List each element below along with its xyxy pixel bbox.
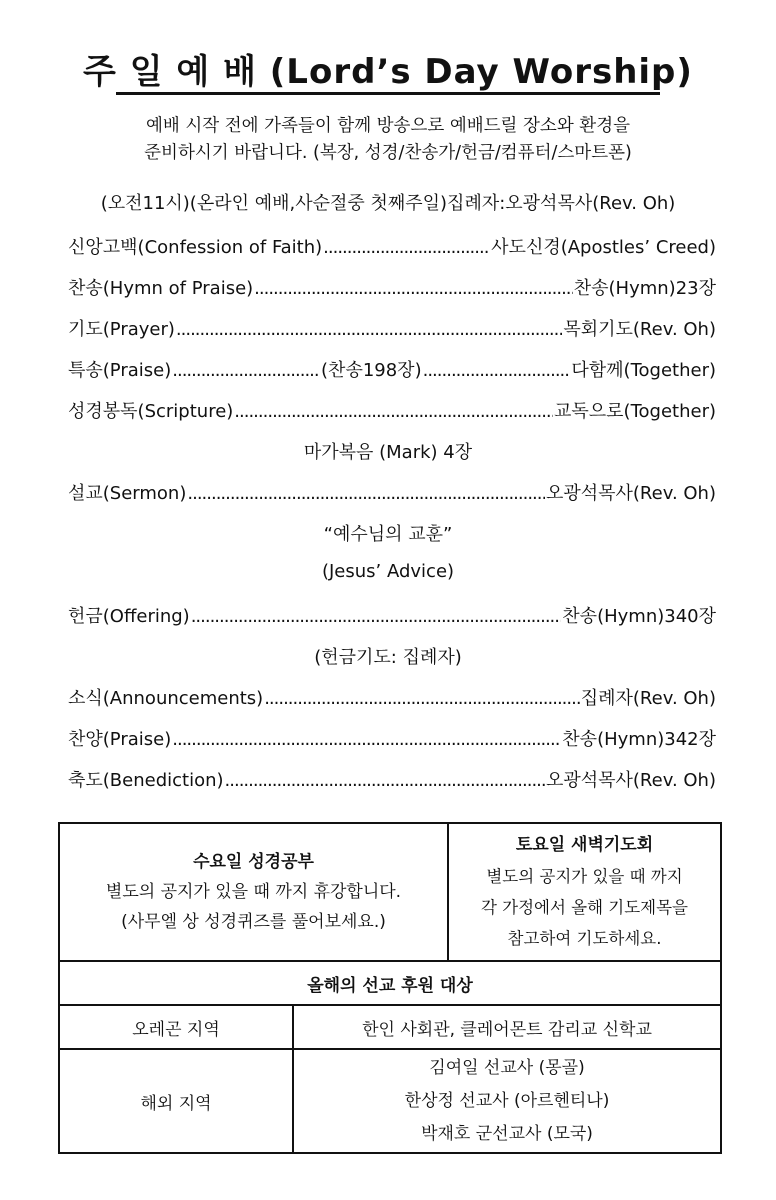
leader-dots: [191, 606, 562, 627]
wednesday-line-2: (사무엘 상 성경퀴즈를 풀어보세요.): [121, 912, 386, 932]
order-row-announcements: [68, 684, 716, 714]
title-underline: [116, 92, 660, 95]
leader-dots: [264, 688, 580, 709]
leader-dots: [234, 401, 553, 422]
wednesday-title: 수요일 성경공부: [193, 852, 314, 872]
saturday-line-3: 참고하여 기도하세요.: [507, 929, 662, 948]
leader-dots: [172, 729, 561, 750]
order-row-sermon: [68, 479, 716, 509]
order-row-benediction: [68, 766, 716, 796]
leader-dots: [225, 770, 545, 791]
order-row-offering: [68, 602, 716, 632]
order-row-prayer: [68, 315, 716, 345]
oregon-region-value: 한인 사회관, 클레어몬트 감리교 신학교: [293, 1005, 721, 1049]
order-item: 특송(Praise): [68, 360, 172, 381]
order-item: 기도(Prayer): [68, 319, 175, 340]
order-detail: 사도신경(Apostles’ Creed): [491, 237, 716, 258]
order-detail: 찬송(Hymn)340장: [562, 606, 716, 627]
missions-title: 올해의 선교 후원 대상: [59, 961, 721, 1005]
announcements-table: [58, 822, 722, 1154]
leader-dots: [187, 483, 545, 504]
order-detail: 오광석목사(Rev. Oh): [545, 770, 716, 791]
saturday-line-1: 별도의 공지가 있을 때 까지: [486, 867, 683, 886]
order-item: 신앙고백(Confession of Faith): [68, 237, 323, 258]
oregon-region-label: 오레곤 지역: [59, 1005, 293, 1049]
offering-prayer-note: (헌금기도: 집례자): [314, 647, 462, 668]
order-row-scripture: [68, 397, 716, 427]
order-row-hymn: [68, 274, 716, 304]
sermon-title: “예수님의 교훈”: [323, 524, 453, 545]
saturday-line-2: 각 가정에서 올해 기도제목을: [480, 898, 688, 917]
scripture-reference: 마가복음 (Mark) 4장: [303, 442, 473, 463]
missionary-item: 김여일 선교사 (몽골): [429, 1057, 585, 1078]
intro-line-2: 준비하시기 바랍니다. (복장, 성경/찬송가/헌금/컴퓨터/스마트폰): [144, 143, 632, 163]
order-row-confession: [68, 233, 716, 263]
saturday-prayer-box: [448, 823, 721, 961]
leader-dots: [323, 237, 490, 258]
overseas-region-label: 해외 지역: [59, 1049, 293, 1153]
missionary-item: 박재호 군선교사 (모국): [421, 1123, 593, 1144]
order-detail: 찬송(Hymn)23장: [573, 278, 716, 299]
saturday-title: 토요일 새벽기도회: [515, 835, 654, 855]
missionary-item: 한상정 선교사 (아르헨티나): [404, 1090, 610, 1111]
leader-dots: [172, 360, 320, 381]
sermon-title-english: (Jesus’ Advice): [321, 561, 455, 582]
order-item: 설교(Sermon): [68, 483, 187, 504]
leader-dots: [176, 319, 562, 340]
order-item: 소식(Announcements): [68, 688, 264, 709]
overseas-missionaries: [293, 1049, 721, 1153]
leader-dots: [254, 278, 573, 299]
order-row-praise: [68, 725, 716, 755]
service-header: (오전11시)(온라인 예배,사순절중 첫째주일)집례자:오광석목사(Rev. Oh): [100, 193, 676, 214]
order-item: 찬양(Praise): [68, 729, 172, 750]
order-detail: 오광석목사(Rev. Oh): [545, 483, 716, 504]
order-detail: 교독으로(Together): [554, 401, 716, 422]
order-detail: 다함께(Together): [571, 360, 716, 381]
wednesday-line-1: 별도의 공지가 있을 때 까지 휴강합니다.: [105, 882, 402, 902]
order-item: 찬송(Hymn of Praise): [68, 278, 254, 299]
leader-dots: [423, 360, 571, 381]
order-detail: 찬송(Hymn)342장: [562, 729, 716, 750]
intro-line-1: 예배 시작 전에 가족들이 함께 방송으로 예배드릴 장소와 환경을: [145, 116, 631, 136]
order-item: 축도(Benediction): [68, 770, 224, 791]
order-detail: 목회기도(Rev. Oh): [563, 319, 716, 340]
order-item: 헌금(Offering): [68, 606, 190, 627]
order-detail: 집례자(Rev. Oh): [580, 688, 716, 709]
order-item: 성경봉독(Scripture): [68, 401, 234, 422]
intro-notice: [0, 113, 776, 167]
page-title: 주 일 예 배 (Lord’s Day Worship): [83, 52, 693, 92]
order-row-special-praise: [68, 356, 716, 386]
wednesday-bible-study-box: [59, 823, 448, 961]
order-middle: (찬송198장): [321, 360, 422, 381]
